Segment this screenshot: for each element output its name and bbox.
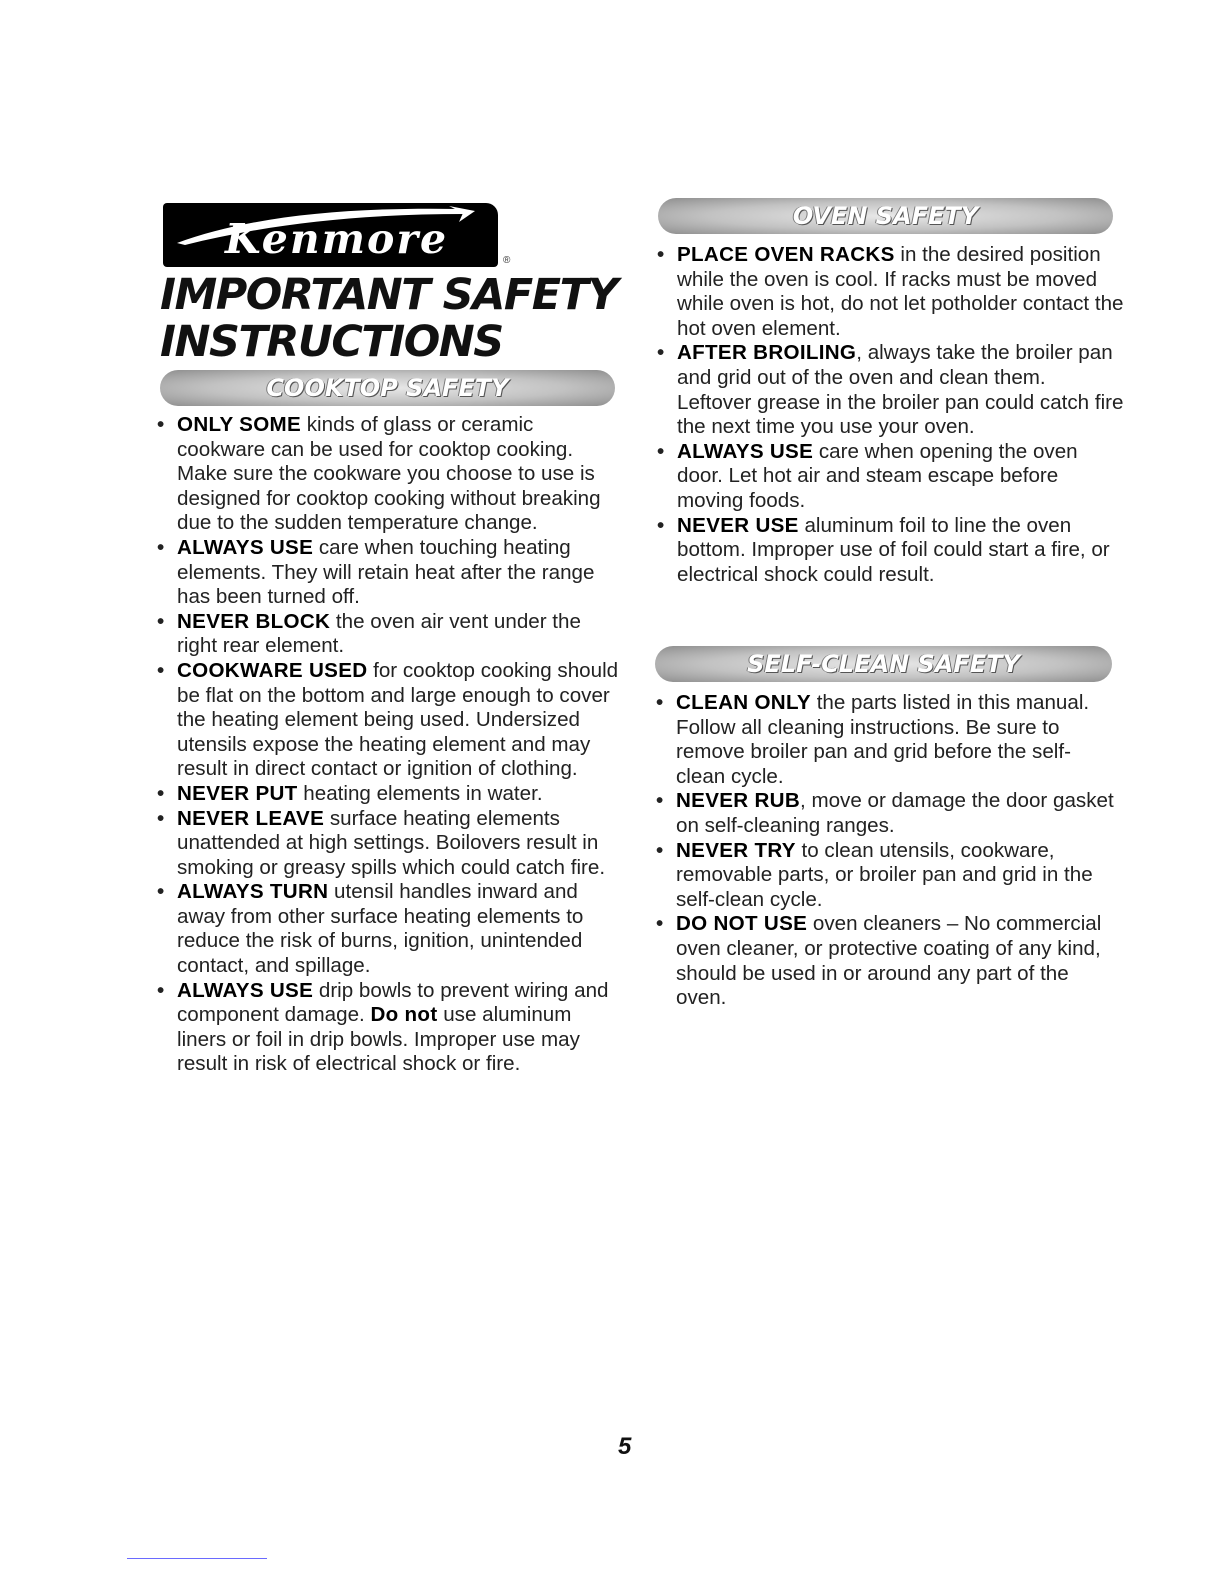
item-text: kinds of glass or ceramic cookware can be used for cooktop cooking. Make sure the cookware you choose to use is designed for cooktop cooking without breaking due to the sudden temperature change. xyxy=(177,413,601,535)
item-text: aluminum foil to line the oven bottom. Improper use of foil could start a fire, or electrical shock could result. xyxy=(677,513,1110,586)
item-keyword: ALWAYS USE xyxy=(177,978,314,1002)
item-text: care when opening the oven door. Let hot air and steam escape before moving foods. xyxy=(677,439,1078,512)
cooktop-safety-list xyxy=(156,413,626,1077)
list-item xyxy=(156,979,626,1077)
item-keyword-inline: Do not xyxy=(370,1003,438,1027)
self-clean-safety-banner: SELF-CLEAN SAFETY xyxy=(655,646,1112,682)
item-text: the parts listed in this manual. Follow all cleaning instructions. Be sure to remove broiler pan and grid before the self-clean cycle. xyxy=(676,691,1090,788)
item-text: use aluminum liners or foil in drip bowls. Improper use may result in risk of electrical shock or fire. xyxy=(177,1003,580,1076)
list-item xyxy=(156,659,626,782)
item-keyword: PLACE OVEN RACKS xyxy=(677,243,895,266)
list-item xyxy=(156,880,626,978)
list-item xyxy=(655,912,1115,1010)
list-item xyxy=(156,610,626,659)
list-item xyxy=(655,839,1115,913)
item-keyword: ALWAYS USE xyxy=(177,535,314,559)
item-keyword: ONLY SOME xyxy=(177,413,302,436)
item-keyword: NEVER USE xyxy=(677,513,799,537)
item-text: for cooktop cooking should be flat on the bottom and large enough to cover the heating element being used. Undersized utensils expose the heating element and may result in direct contact or ignition of clothing. xyxy=(177,658,619,781)
oven-safety-banner: OVEN SAFETY xyxy=(658,198,1113,234)
item-text: surface heating elements unattended at high settings. Boilovers result in smoking or greasy spills which could catch fire. xyxy=(177,806,606,879)
item-text: to clean utensils, cookware, removable parts, or broiler pan and grid in the self-clean cycle. xyxy=(676,838,1093,911)
page-title xyxy=(160,272,617,366)
item-text: in the desired position while the oven is cool. If racks must be moved while oven is hot, do not let potholder contact the hot oven element. xyxy=(677,243,1124,340)
list-item xyxy=(156,807,626,881)
item-text: the oven air vent under the right rear element. xyxy=(177,609,581,658)
item-text: oven cleaners – No commercial oven cleaner, or protective coating of any kind, should be used in or around any part of the oven. xyxy=(676,912,1102,1010)
list-item xyxy=(656,514,1124,588)
oven-safety-list xyxy=(656,243,1124,587)
list-item xyxy=(156,782,626,807)
title-line-1: IMPORTANT SAFETY xyxy=(160,270,618,320)
list-item xyxy=(156,413,626,536)
registered-mark: ® xyxy=(503,255,511,266)
item-text: , move or damage the door gasket on self-cleaning ranges. xyxy=(676,789,1114,837)
title-line-2: INSTRUCTIONS xyxy=(160,317,503,367)
list-item xyxy=(655,789,1115,838)
item-keyword: NEVER PUT xyxy=(177,781,298,805)
list-item xyxy=(156,536,626,610)
item-text: utensil handles inward and away from other surface heating elements to reduce the risk of burns, ignition, unintended contact, and spillage. xyxy=(177,880,584,978)
list-item xyxy=(656,440,1124,514)
list-item xyxy=(656,341,1124,439)
item-text: heating elements in water. xyxy=(297,781,543,805)
list-item xyxy=(656,243,1124,341)
item-text: drip bowls to prevent wiring and component damage. xyxy=(177,978,609,1027)
item-keyword: ALWAYS TURN xyxy=(177,880,329,904)
self-clean-safety-list xyxy=(655,691,1115,1011)
item-keyword: COOKWARE USED xyxy=(177,658,368,682)
kenmore-logo xyxy=(163,203,498,267)
bottom-rule xyxy=(127,1558,267,1559)
item-keyword: NEVER BLOCK xyxy=(177,609,331,633)
item-text: , always take the broiler pan and grid out of the oven and clean them. Leftover grease in the broiler pan could catch fire the next time you use your oven. xyxy=(677,341,1124,439)
item-keyword: CLEAN ONLY xyxy=(676,691,811,714)
item-keyword: NEVER TRY xyxy=(676,838,796,862)
item-keyword: NEVER RUB xyxy=(676,789,800,813)
item-keyword: DO NOT USE xyxy=(676,912,808,936)
cooktop-safety-banner: COOKTOP SAFETY xyxy=(160,370,615,406)
item-text: care when touching heating elements. They will retain heat after the range has been turned off. xyxy=(177,535,595,609)
item-keyword: NEVER LEAVE xyxy=(177,806,325,830)
item-keyword: AFTER BROILING xyxy=(677,341,857,365)
list-item xyxy=(655,691,1115,789)
page-number: 5 xyxy=(618,1433,632,1460)
item-keyword: ALWAYS USE xyxy=(677,439,814,463)
logo-text: Kenmore xyxy=(225,215,449,263)
